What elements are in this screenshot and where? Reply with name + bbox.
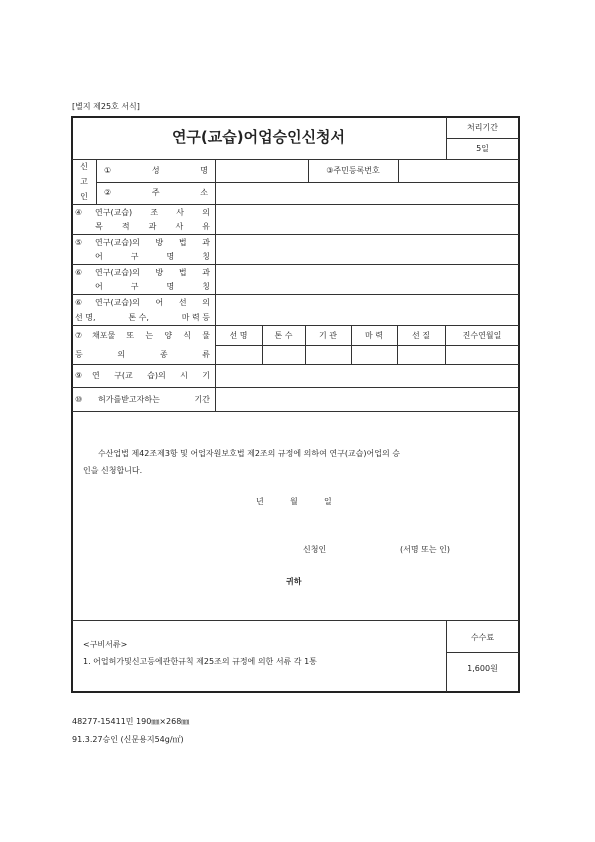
address-label: ② 주 소 [104, 188, 208, 197]
address-field[interactable] [217, 184, 517, 203]
documents-item: 1. 어업허가및신고등에관한규칙 제25조의 규정에 의한 서류 각 1통 [83, 657, 317, 666]
col-launch-date: 진수연월일 [462, 331, 502, 340]
fee-value: 1,600원 [467, 664, 498, 673]
footer-code: 48277-15411민 190㎜×268㎜ [72, 717, 190, 726]
catch-label-line1: 채포물 또 는 양 식 물 [92, 331, 210, 340]
date-month: 월 [290, 497, 298, 506]
method2-label-line1: 연구(교습)의 방 법 과 [95, 268, 210, 277]
catch-number: ⑦ [75, 331, 83, 340]
method2-label-line2: 어 구 명 칭 [95, 282, 210, 291]
resident-number-field[interactable] [400, 161, 517, 181]
period-number: ⑨ [75, 371, 83, 380]
license-number: ⑩ [75, 395, 83, 404]
resident-number-label: ③주민등록번호 [326, 166, 380, 175]
period-field[interactable] [217, 366, 517, 386]
vessel-number: ⑥ [75, 298, 83, 307]
tonnage-field[interactable] [263, 346, 305, 363]
purpose-label-line1: 연구(교습) 조 사 의 [95, 208, 210, 217]
launch-date-field[interactable] [446, 346, 518, 363]
col-engine: 기 관 [319, 331, 337, 340]
method2-field[interactable] [217, 266, 517, 293]
statement-line1: 수산업법 제42조제3항 및 어업자원보호법 제2조의 규정에 의하여 연구(교습)어업의 승 [98, 449, 400, 458]
period-label: 연 구(교 습)의 시 기 [92, 371, 210, 380]
statement-line2: 인을 신청합니다. [83, 466, 143, 475]
vessel-label-line1: 연구(교습)의 어 선 의 [95, 298, 210, 307]
documents-header: <구비서류> [83, 640, 128, 649]
applicant-signature-field[interactable] [335, 541, 395, 557]
vessel-field[interactable] [217, 296, 517, 324]
col-horsepower: 마 력 [365, 331, 383, 340]
engine-field[interactable] [306, 346, 351, 363]
purpose-field[interactable] [217, 206, 517, 233]
col-tonnage: 톤 수 [274, 331, 293, 340]
fee-label: 수수료 [470, 633, 495, 642]
recipient-label: 귀하 [286, 577, 302, 586]
method-field[interactable] [217, 236, 517, 263]
applicant-group-char-2: 고 [80, 177, 88, 186]
method-label-line1: 연구(교습)의 방 법 과 [95, 238, 210, 247]
horsepower-field[interactable] [352, 346, 397, 363]
footer-approval: 91.3.27승인 (신문용지54g/㎡) [72, 735, 184, 744]
processing-period-label: 처리기간 [467, 123, 498, 132]
processing-period-value: 5일 [476, 144, 489, 153]
applicant-group-char-3: 인 [80, 192, 88, 201]
date-year: 년 [256, 497, 264, 506]
license-label: 허가를받고자하는 기간 [98, 395, 210, 404]
method-number: ⑤ [75, 238, 83, 247]
method-label-line2: 어 구 명 칭 [95, 252, 210, 261]
applicant-label: 신청인 [303, 545, 327, 554]
signature-note: (서명 또는 인) [400, 545, 450, 554]
col-hull-material: 선 질 [412, 331, 430, 340]
name-field[interactable] [217, 161, 306, 181]
name-label: ① 성 명 [104, 166, 208, 175]
vessel-name-field[interactable] [216, 346, 262, 363]
form-title: 연구(교습)어업승인신청서 [171, 128, 346, 146]
form-label: [별지 제25호 서식] [72, 102, 140, 111]
catch-label-line2: 등 의 종 류 [75, 350, 210, 359]
license-field[interactable] [217, 389, 517, 410]
hull-material-field[interactable] [398, 346, 445, 363]
method2-number: ⑥ [75, 268, 83, 277]
col-vessel-name: 선 명 [229, 331, 248, 340]
purpose-label-line2: 목 적 과 사 유 [95, 222, 210, 231]
purpose-number: ④ [75, 208, 83, 217]
date-day: 일 [324, 497, 332, 506]
vessel-label-line2: 선 명, 톤 수, 마 력 등 [75, 313, 210, 322]
applicant-group-char-1: 신 [80, 162, 88, 171]
